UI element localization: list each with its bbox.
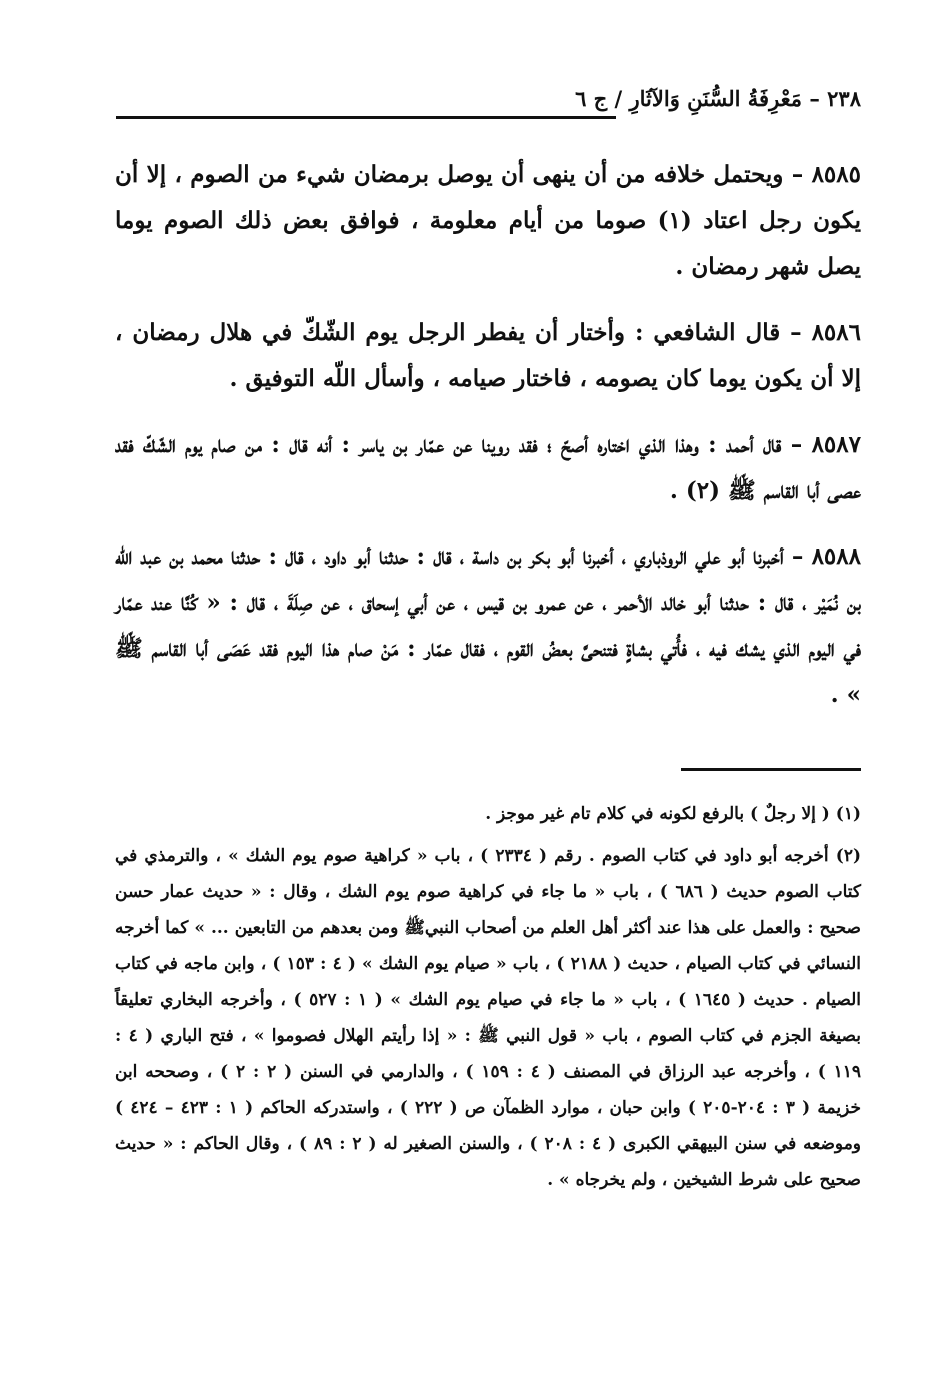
paragraph-text: – أخبرنا أبو علي الروذباري ، أخبرنا أبو بكر بن داسة ، قال : حدثنا أبو داود ، قال : حدثنا محمد بن عبد الله بن نُمَيْر ، قال : حدثنا أبو خالد الأحمر ، عن عمرو بن قيس ، عن أبي إسحاق ، عن صِلَةَ ، قال : « كُنَّا عند عمّار في اليوم الذي يشك فيه ، فأُتي بشاةٍ فتنحىَّ بعضُ القوم ، فقال عمّار : مَنْ صام هذا اليوم فقد عَصَى أبا القاسم ﷺ » . xyxy=(115,543,861,708)
footnote-1: (١) ( إلا رجلٌ ) بالرفع لكونه في كلام تام غير موجز . xyxy=(485,804,861,824)
footnote-rule xyxy=(681,768,861,771)
paragraph-8587 xyxy=(115,422,861,514)
paragraph-number: ٨٥٨٦ xyxy=(811,319,861,346)
paragraph-text: – ويحتمل خلافه من أن ينهى أن يوصل برمضان شيء من الصوم ، إلا أن يكون رجل اعتاد (١) صوما من أيام معلومة ، فوافق بعض ذلك الصوم يوما يصل شهر رمضان . xyxy=(115,161,861,280)
paragraph-number: ٨٥٨٨ xyxy=(811,543,861,570)
paragraph-text: – قال الشافعي : وأختار أن يفطر الرجل يوم الشّكّ في هلال رمضان ، إلا أن يكون يوما كان يصومه ، فاختار صيامه ، وأسأل اللّه التوفيق . xyxy=(115,319,861,392)
paragraph-8588 xyxy=(115,534,861,718)
header-rule xyxy=(116,116,616,119)
running-head: ٢٣٨ – مَعْرِفَةُ السُّنَنِ وَالآثَارِ / ج ٦ xyxy=(575,86,861,111)
paragraph-8586 xyxy=(115,310,861,402)
footnotes xyxy=(115,796,861,1204)
paragraph-8585 xyxy=(115,152,861,290)
paragraph-text: – قال أحمد : وهذا الذي اختاره أصحّ ؛ فقد روينا عن عمّار بن ياسر : أنه قال : من صام يوم الشّكّ فقد عصى أبا القاسم ﷺ (٢) . xyxy=(115,431,861,504)
main-text xyxy=(115,152,861,738)
footnote-2: (٢) أخرجه أبو داود في كتاب الصوم . رقم ( ٢٣٣٤ ) ، باب « كراهية صوم يوم الشك » ، والترمذي في كتاب الصوم حديث ( ٦٨٦ ) ، باب « ما جاء في كراهية صوم يوم الشك ، وقال : « حديث عمار حسن صحيح : والعمل على هذا عند أكثر أهل العلم من أصحاب النبيﷺ ومن بعدهم من التابعين ... » كما أخرجه النسائي في كتاب الصيام ، حديث ( ٢١٨٨ ) ، باب « صيام يوم الشك » ( ٤ : ١٥٣ ) ، وابن ماجه في كتاب الصيام . حديث ( ١٦٤٥ ) ، باب « ما جاء في صيام يوم الشك » ( ١ : ٥٢٧ ) ، وأخرجه البخاري تعليقاً بصيغة الجزم في كتاب الصوم ، باب « قول النبي ﷺ : « إذا رأيتم الهلال فصوموا » ، فتح الباري ( ٤ : ١١٩ ) ، وأخرجه عبد الرزاق في المصنف ( ٤ : ١٥٩ ) ، والدارمي في السنن ( ٢ : ٢ ) ، وصححه ابن خزيمة ( ٣ : ٢٠٤-٢٠٥ ) وابن حبان ، موارد الظمآن ص ( ٢٢٢ ) ، واستدركه الحاكم ( ١ : ٤٢٣ – ٤٢٤ ) وموضعه في سنن البيهقي الكبرى ( ٤ : ٢٠٨ ) ، والسنن الصغير له ( ٢ : ٨٩ ) ، وقال الحاكم : « حديث صحيح على شرط الشيخين ، ولم يخرجاه » . xyxy=(115,846,862,1190)
paragraph-number: ٨٥٨٥ xyxy=(811,161,861,188)
paragraph-number: ٨٥٨٧ xyxy=(811,431,861,458)
